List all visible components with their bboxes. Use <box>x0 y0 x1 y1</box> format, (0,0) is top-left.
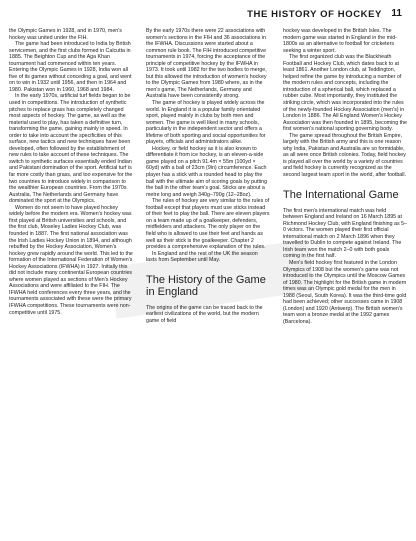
running-header-title: THE HISTORY OF HOCKEY <box>247 9 382 20</box>
col3-paragraph: Men's field hockey first featured in the London Olympics of 1908 but the women's game was not introduced to the Olympics until the Moscow Games of 1980. The highlight for the British game in modern times was an Olympic gold medal for the men in 1988 (Seoul, South Korea). It was the third-time gold had been achieved; other successes came in 1908 (London) and 1920 (Antwerp). The British women's team won a bronze medal at the 1992 games (Barcelona). <box>283 259 407 325</box>
col2-paragraph: By the early 1970s there were 22 associations with women's sections in the FIH and 36 associations in the IFWHA. Discussions were started about a common rule book. The FIH introduced competitive tournaments in 1974, forcing the acceptance of the principle of competitive hockey by the IFWHA in 1973. It took until 1982 for the two bodies to merge, but this allowed the introduction of women's hockey to the Olympic Games from 1980 where, as in the men's game, The Netherlands, Germany and Australia have been consistently strong. <box>146 28 267 100</box>
col2-paragraph: Hockey, or field hockey as it is also known to differentiate it from ice hockey, is an eleven-a-side game played on a pitch 91.4m × 55m (100yd × 60yd) with a ball of 23cm (9in) circumference. Each player has a stick with a rounded head to play the ball with the ultimate aim of scoring goals by putting the ball in the other team's goal. Sticks are about a metre long and weigh 340g–790g (12–28oz). <box>146 145 268 198</box>
col1-paragraph: In the early 1970s, artificial turf fields began to be used in competitions. The introduction of synthetic pitches to replace grass has completely changed most aspects of hockey. The game, as well as the material used to play, has taken a definitive turn, transforming the game, gaining mainly in speed. In order to take into account the specificities of this surface, new tactics and new techniques have been developed, often followed by the establishment of new rules to take account of these techniques. The switch to synthetic surfaces essentially ended Indian and Pakistani domination of the sport. Artificial turf is far more costly than grass, and too expensive for the two countries to introduce widely in comparison to the wealthier European countries. From the 1970s Australia, The Netherlands and Germany have dominated the sport at the Olympics. <box>9 93 133 205</box>
column-1 <box>9 28 133 534</box>
col2-paragraph: The rules of hockey are very similar to the rules of football except that players must use sticks instead of their feet to play the ball. There are eleven players on a team made up of a goalkeeper, defenders, midfielders and attackers. The only player on the field who is allowed to use their feet and hands as well as their stick is the goalkeeper. Chapter 2 provides a comprehensive explanation of the rules. <box>146 198 270 251</box>
col2-paragraph: The game of hockey is played widely across the world. In England it is a popular family orientated sport, played mainly in clubs by both men and women. The game is well liked in many schools, particularly in the independent sector and offers a lifetime of both sporting and social opportunities for players, officials and administrators alike. <box>146 100 266 146</box>
col3-paragraph: The game spread throughout the British Empire, largely with the British army and this is one reason why India, Pakistan and Australia are so formidable, as all were once British colonies. Today, field hockey is played all over the world by a variety of countries and field hockey is currently recognized as the second largest team sport in the world, after football. <box>283 132 407 179</box>
running-header <box>0 6 416 28</box>
col2-paragraph: The origins of the game can be traced back to the earliest civilizations of the world, but the modern game of field <box>146 304 263 324</box>
col3-paragraph: The first men's international match was held between England and Ireland on 16 March 1895 at Richmond Hockey Club, with England finishing as 5–0 victors. The women played their first official international match on 2 March 1896 when they travelled to Dublin to compete against Ireland. The Irish team won the match 2–0 with both goals coming in the first half. <box>283 207 407 260</box>
col1-paragraph: The game had been introduced to India by British servicemen, and the first clubs formed in Calcutta in 1885. The Beighton Cup and the Aga Khan tournament had commenced within ten years. Entering the Olympic Games in 1928, India won all five of its games without conceding a goal, and went on to win in 1932 until 1956, and then in 1964 and 1980. Pakistan won in 1960, 1968 and 1984. <box>9 41 132 93</box>
col3-paragraph: The first organized club was the Blackheath Football and Hockey Club, which dates back to at least 1861. Another London club, at Teddington, helped refine the game by introducing a number of the modern rules and concepts, including the introduction of a spherical ball, which replaced a rubber cube. Most importantly, they instituted the striking circle, which was incorporated into the rules of the newly-founded Hockey Association (men's) in London in 1886. The All England Women's Hockey Association was then founded in 1895, becoming the first women's national sporting governing body. <box>283 54 407 133</box>
body-columns <box>9 28 407 534</box>
column-3 <box>283 28 407 534</box>
section-heading-history-england: The History of the Game in England <box>146 273 266 298</box>
col1-paragraph: the Olympic Games in 1928, and in 1970, men's hockey was united under the FIH. <box>9 28 122 41</box>
page-number: 11 <box>391 8 402 19</box>
col3-paragraph: hockey was developed in the British Isles. The modern game was started in England in the mid-1800s as an alternative to football for cricketers seeking a winter sport. <box>283 28 397 54</box>
section-heading-international-game: The International Game <box>283 188 399 201</box>
col1-paragraph: Women do not seem to have played hockey widely before the modern era. Women's hockey was first played at British universities and schools, and the first club, Moseley Ladies Hockey Club, was founded in 1887. The first national association was the Irish Ladies Hockey Union in 1894, and although rebuffed by the Hockey Association, Women's hockey grew rapidly around the world. This led to the formation of the International Federation of Women's Hockey Associations (IFWHA) in 1927. Initially this did not include many continental European countries where women played as sections of Men's Hockey Associations and were affiliated to the FIH. The IFWHA held conferences every three years, and the tournaments associated with these were the primary IFWHA competitions. These tournaments were non-competitive until 1975. <box>9 204 133 316</box>
column-2 <box>146 28 270 534</box>
col2-paragraph: In England and the rest of the UK the season lasts from September until May. <box>146 250 258 264</box>
